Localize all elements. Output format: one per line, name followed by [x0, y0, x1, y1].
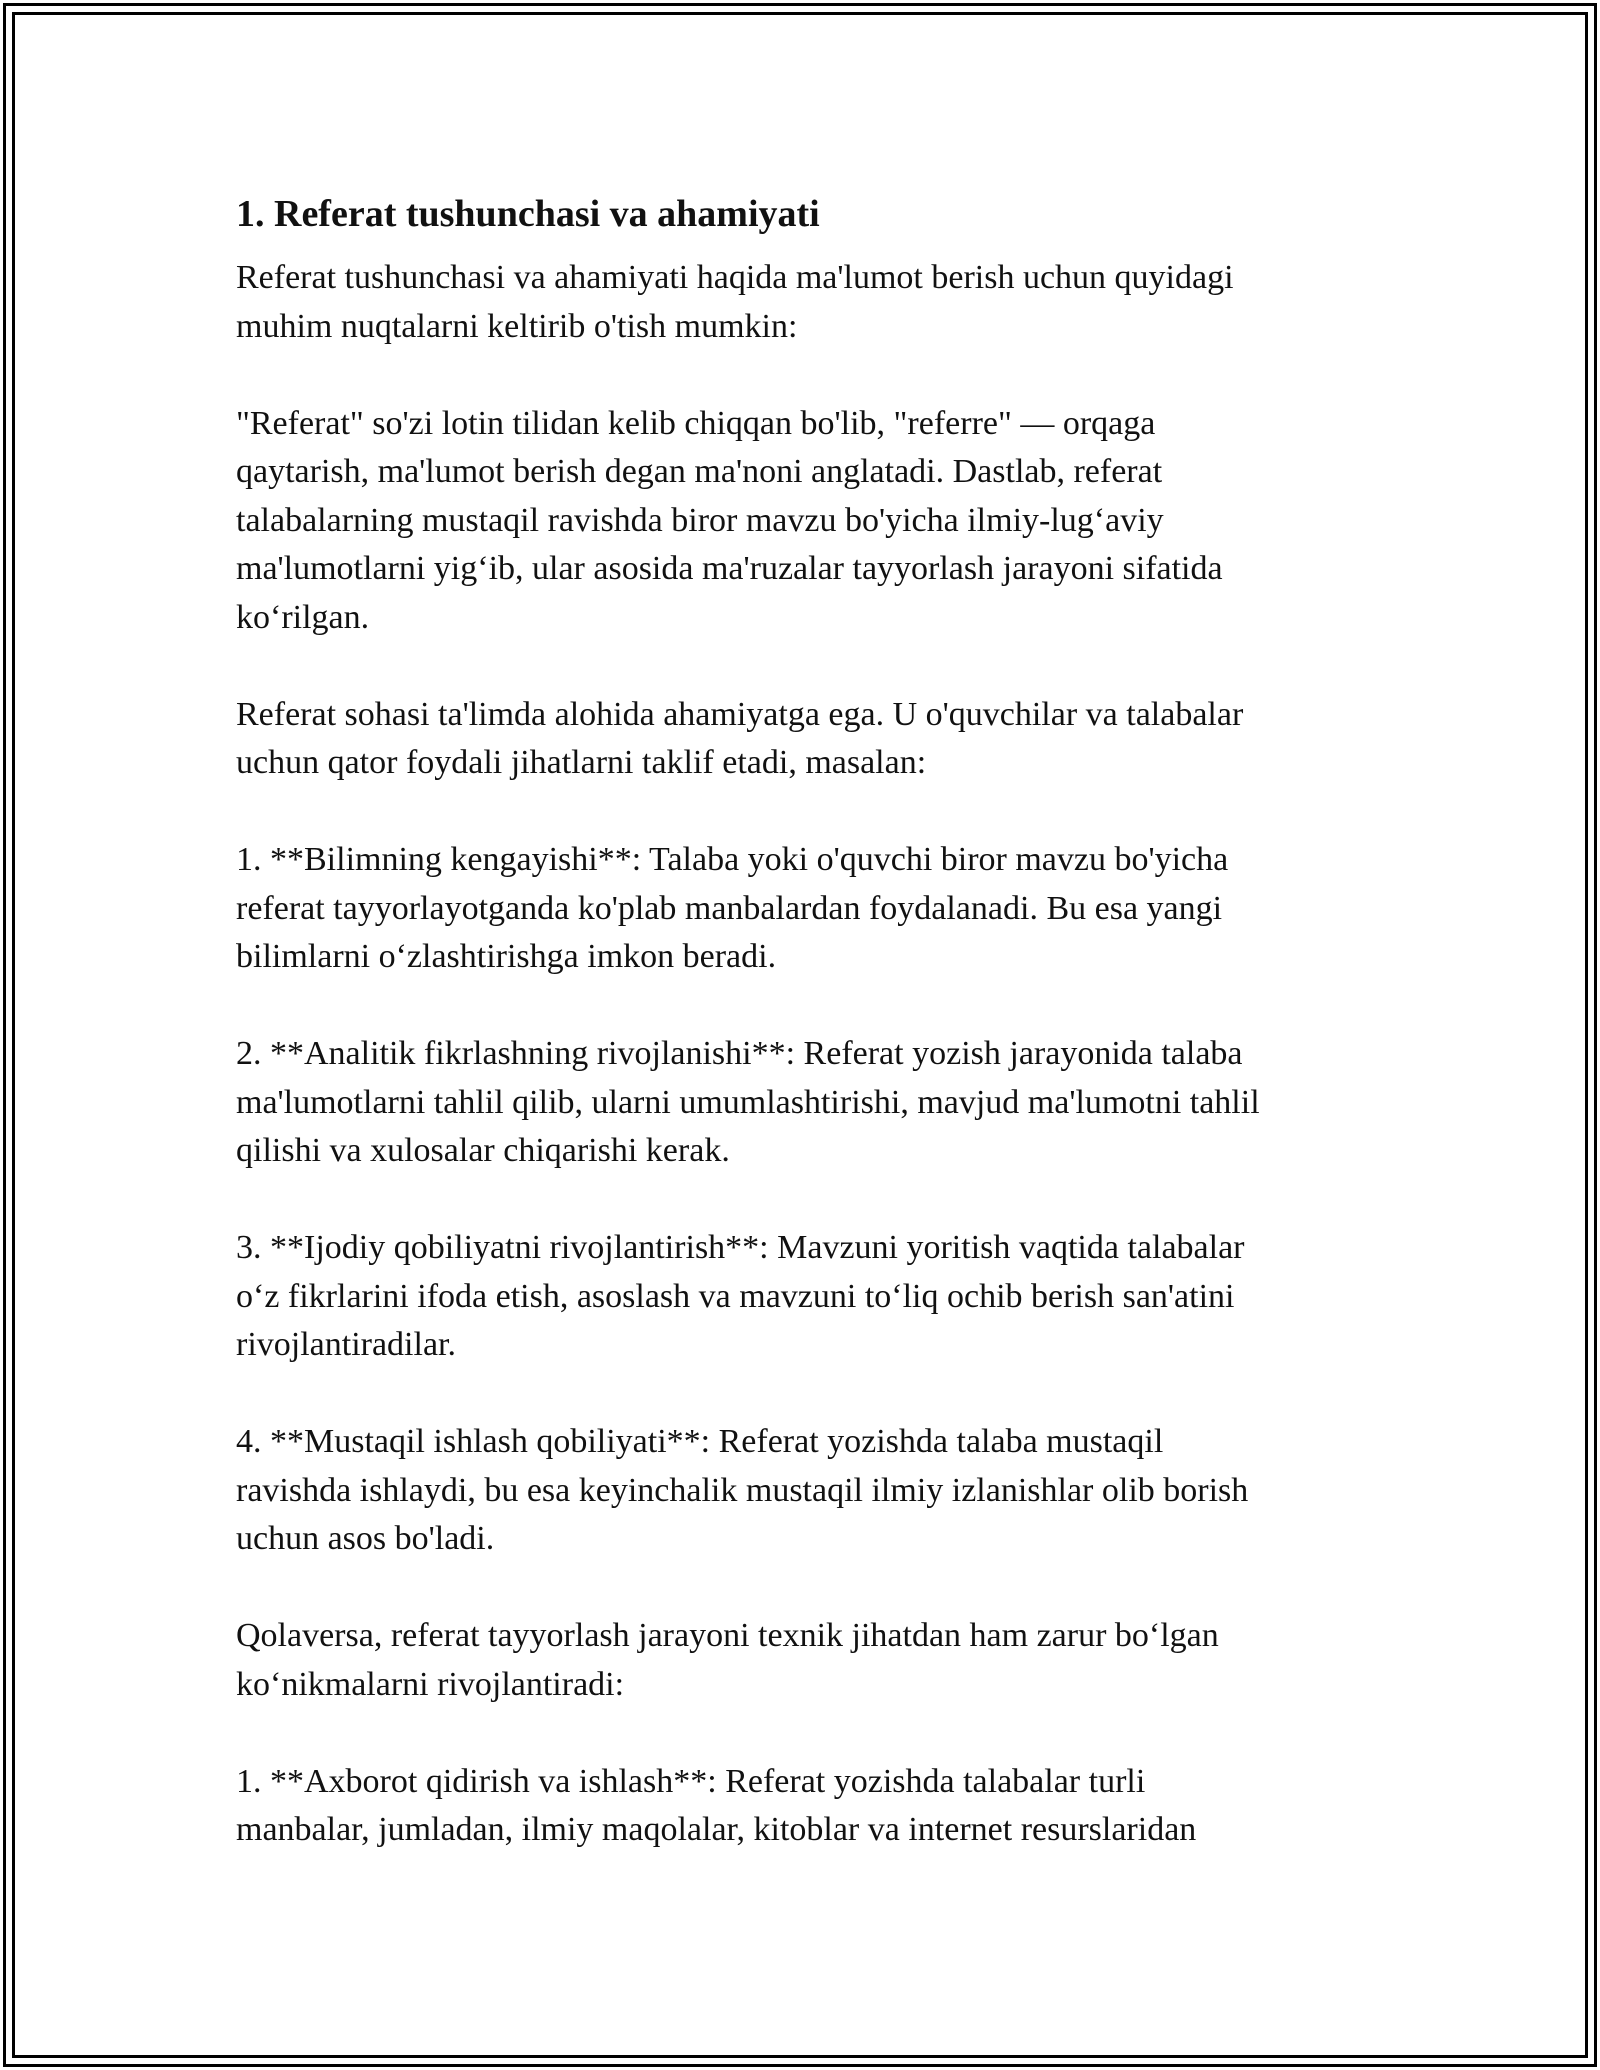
paragraph-intro: Referat tushunchasi va ahamiyati haqida ma'lumot berish uchun quyidagi muhim nuqtalarni keltirib o'tish mumkin:: [236, 259, 1234, 345]
list-item-creative: 3. **Ijodiy qobiliyatni rivojlantirish**: Mavzuni yoritish vaqtida talabalar o‘z fikrlarini ifoda etish, asoslash va mavzuni to‘liq ochib berish san'atini rivojlantiradilar.: [236, 1229, 1245, 1363]
list-item-knowledge: 1. **Bilimning kengayishi**: Talaba yoki o'quvchi biror mavzu bo'yicha referat tayyorlayotganda ko'plab manbalardan foydalanadi. Bu esa yangi bilimlarni o‘zlashtirishga imkon beradi.: [236, 841, 1229, 975]
document-body: [236, 188, 1366, 1855]
paragraph-etymology: "Referat" so'zi lotin tilidan kelib chiqqan bo'lib, "referre" — orqaga qaytarish, ma'lumot berish degan ma'noni anglatadi. Dastlab, referat talabalarning mustaqil ravishda biror mavzu bo'yicha ilmiy-lug‘aviy ma'lumotlarni yig‘ib, ular asosida ma'ruzalar tayyorlash jarayoni sifatida ko‘rilgan.: [236, 404, 1223, 636]
list-item-analytic: 2. **Analitik fikrlashning rivojlanishi**: Referat yozish jarayonida talaba ma'lumotlarni tahlil qilib, ularni umumlashtirishi, mavjud ma'lumotni tahlil qilishi va xulosalar chiqarishi kerak.: [236, 1035, 1260, 1169]
list-item-information: 1. **Axborot qidirish va ishlash**: Referat yozishda talabalar turli manbalar, jumladan, ilmiy maqolalar, kitoblar va internet resurslaridan: [236, 1762, 1197, 1848]
section-heading: 1. Referat tushunchasi va ahamiyati: [236, 193, 820, 235]
paragraph-importance: Referat sohasi ta'limda alohida ahamiyatga ega. U o'quvchilar va talabalar uchun qator foydali jihatlarni taklif etadi, masalan:: [236, 695, 1244, 781]
list-item-independent: 4. **Mustaqil ishlash qobiliyati**: Referat yozishda talaba mustaqil ravishda ishlaydi, bu esa keyinchalik mustaqil ilmiy izlanishlar olib borish uchun asos bo'ladi.: [236, 1423, 1249, 1557]
paragraph-technical: Qolaversa, referat tayyorlash jarayoni texnik jihatdan ham zarur bo‘lgan ko‘nikmalarni rivojlantiradi:: [236, 1617, 1219, 1703]
